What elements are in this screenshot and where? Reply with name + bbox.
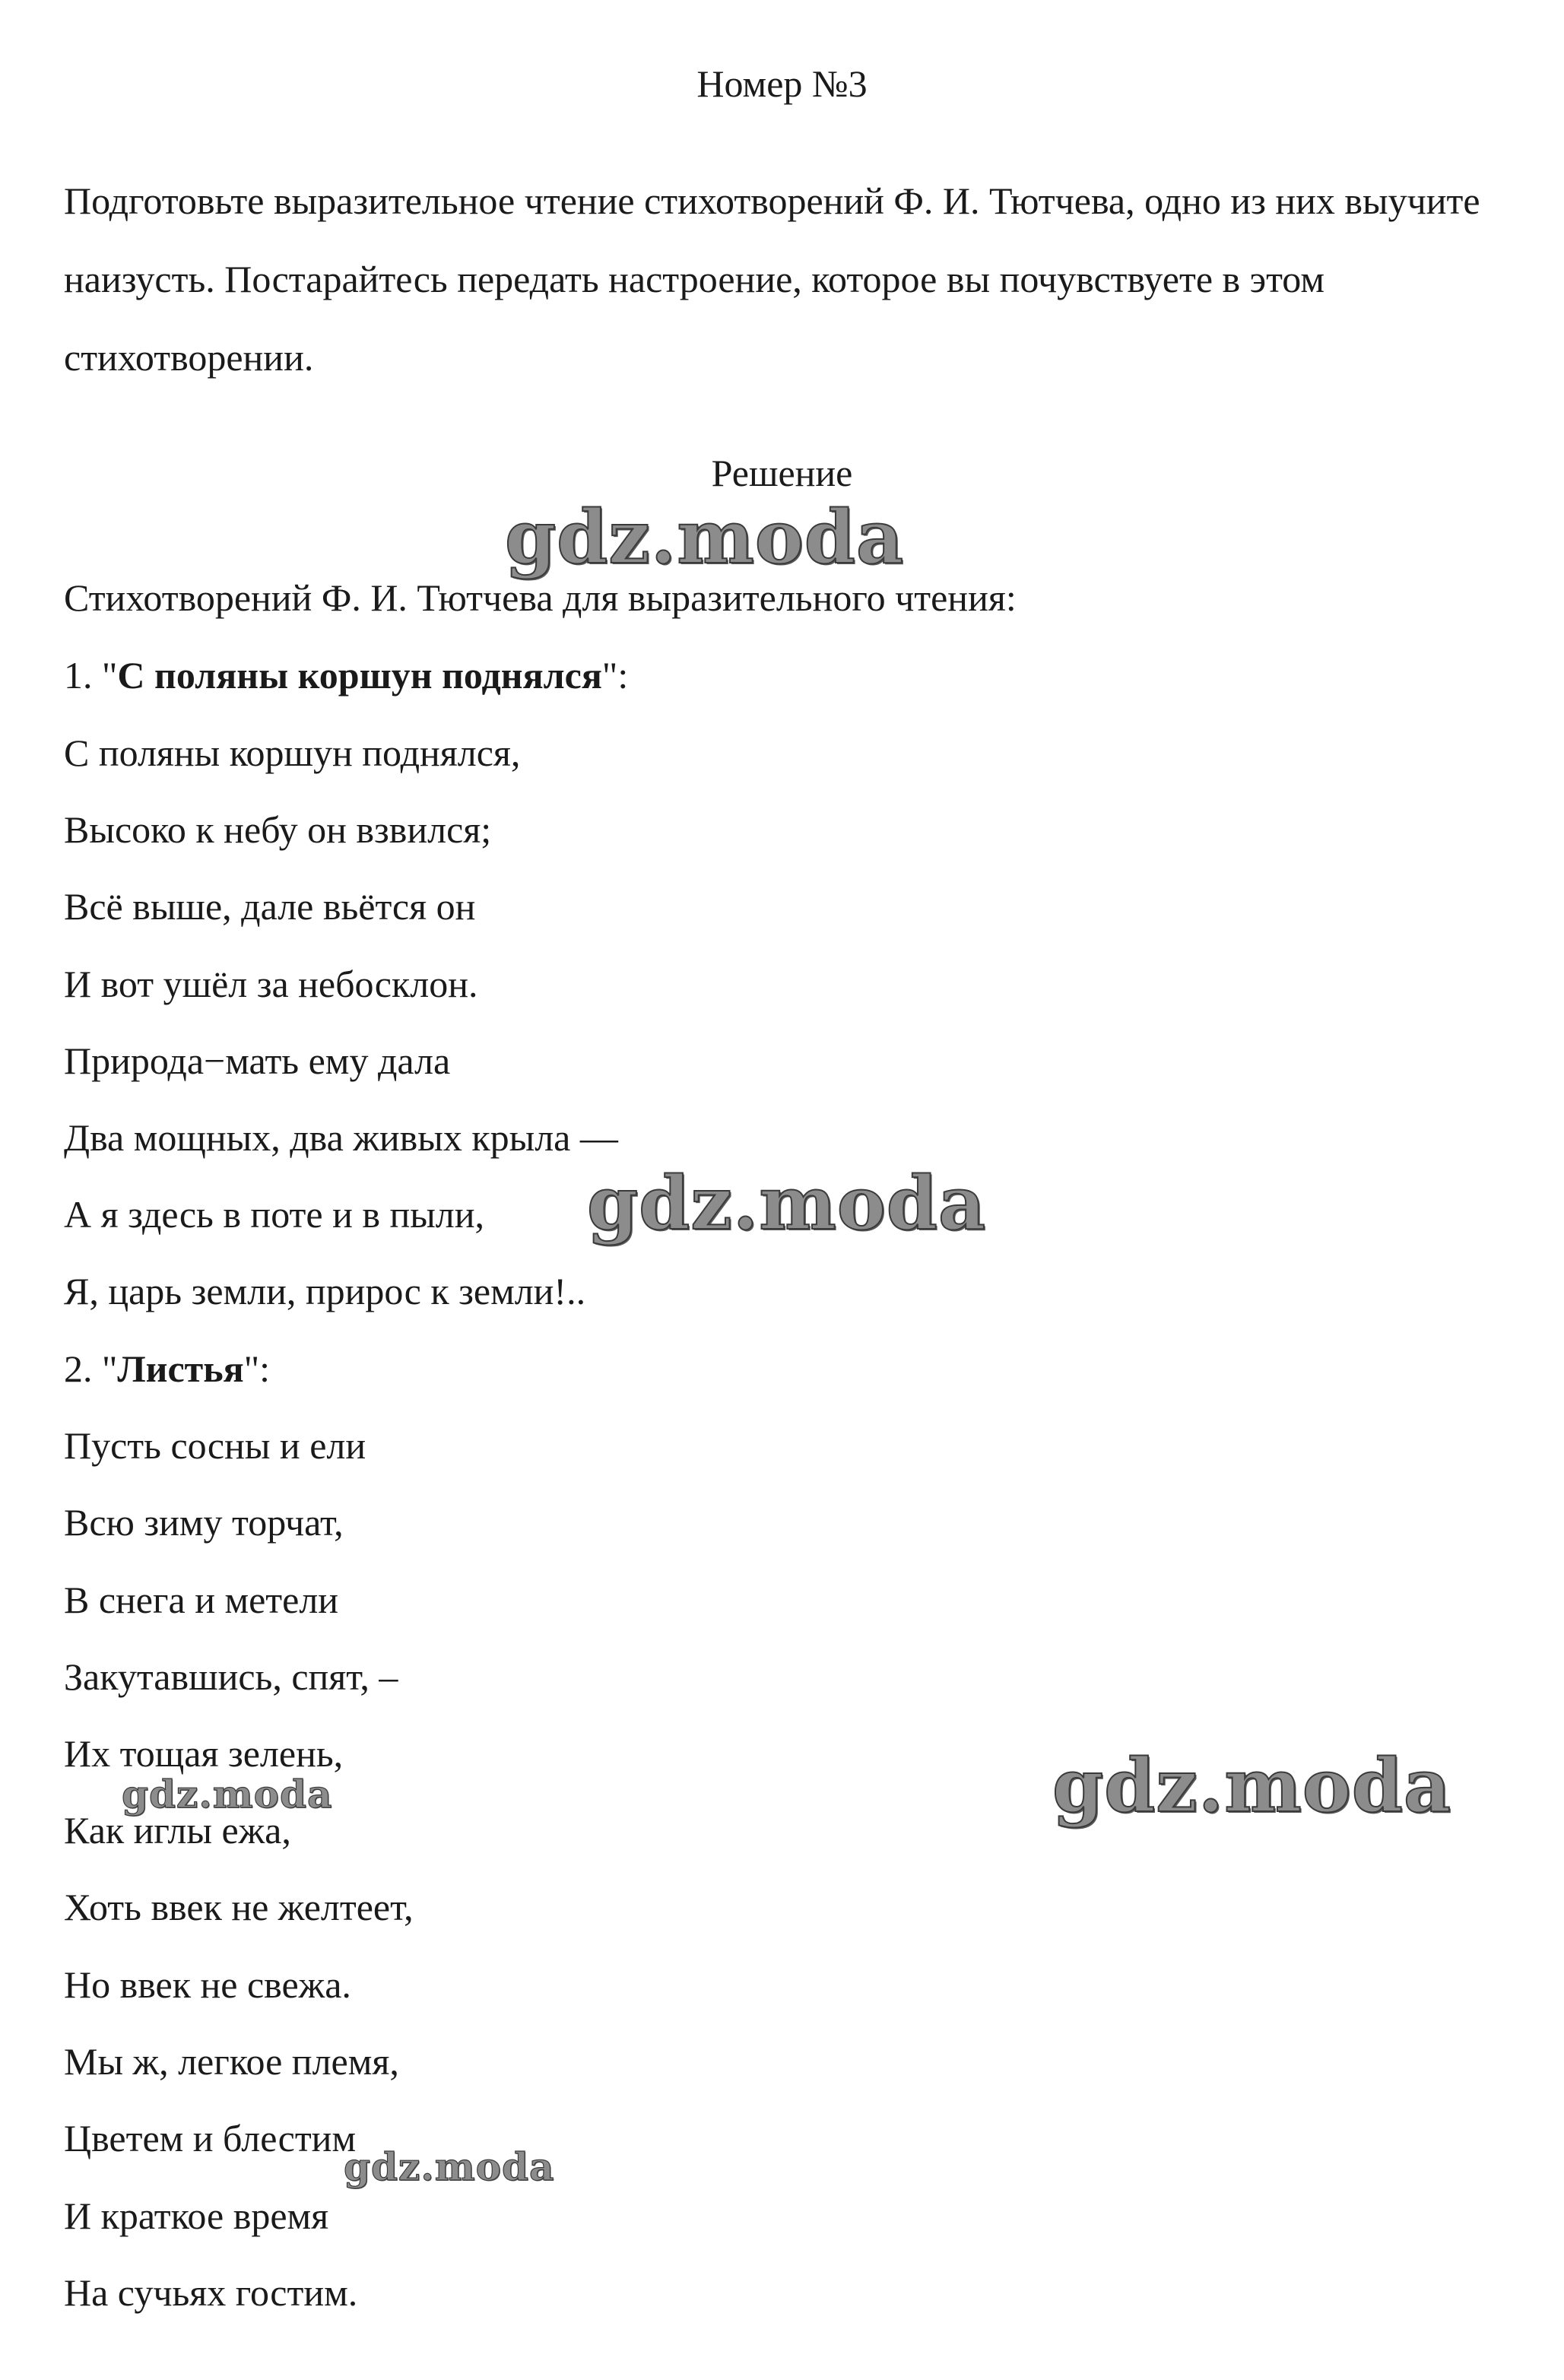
- poem1-line: Всё выше, дале вьётся он: [64, 885, 476, 928]
- watermark-logo: gdz.moda: [122, 1772, 333, 1817]
- poem1-title: С поляны коршун поднялся: [117, 654, 602, 697]
- poem2-line: Мы ж, легкое племя,: [64, 2040, 399, 2083]
- solution-heading: Решение: [711, 452, 853, 494]
- poem2-suffix: ":: [243, 1347, 271, 1390]
- poem2-line: Закутавшись, спят, –: [64, 1655, 398, 1698]
- poem2-line: Пусть сосны и ели: [64, 1424, 366, 1467]
- poem1-line: А я здесь в поте и в пыли,: [64, 1193, 485, 1236]
- poem2-title: Листья: [117, 1347, 244, 1390]
- poem2-line: Но ввек не свежа.: [64, 1963, 351, 2006]
- task-text: [64, 162, 1524, 397]
- watermark-logo: gdz.moda: [587, 1160, 987, 1246]
- task-paragraph: Подготовьте выразительное чтение стихотворений Ф. И. Тютчева, одно из них выучите наизусть. Постарайтесь передать настроение, которое вы почувствуете в этом стихотворении.: [64, 179, 1480, 379]
- page-title: Номер №3: [696, 62, 868, 105]
- poem1-line: Природа−мать ему дала: [64, 1039, 451, 1082]
- poem2-line: На сучьях гостим.: [64, 2271, 358, 2314]
- poem1-prefix: 1. ": [64, 654, 118, 697]
- poem1-line: Я, царь земли, прирос к земли!..: [64, 1270, 586, 1312]
- poem2-prefix: 2. ": [64, 1347, 118, 1390]
- poem1-line: Высоко к небу он взвился;: [64, 808, 492, 851]
- poem2-title-line: [64, 1346, 270, 1392]
- watermark-logo: gdz.moda: [1052, 1743, 1452, 1829]
- poem1-line: Два мощных, два живых крыла —: [64, 1116, 618, 1159]
- poem2-line: Цветем и блестим: [64, 2117, 357, 2159]
- poem2-line: Как иглы ежа,: [64, 1809, 291, 1852]
- poem1-suffix: ":: [601, 654, 629, 697]
- watermark-logo: gdz.moda: [505, 494, 905, 580]
- poem1-line: И вот ушёл за небосклон.: [64, 963, 478, 1005]
- poem1-title-line: [64, 652, 628, 698]
- poem1-line: С поляны коршун поднялся,: [64, 731, 521, 774]
- solution-intro: Стихотворений Ф. И. Тютчева для выразительного чтения:: [64, 576, 1017, 619]
- poem2-line: В снега и метели: [64, 1579, 339, 1621]
- poem2-line: Хоть ввек не желтеет,: [64, 1886, 414, 1928]
- poem2-line: Всю зиму торчат,: [64, 1501, 344, 1544]
- watermark-logo: gdz.moda: [344, 2144, 555, 2189]
- poem2-line: Их тощая зелень,: [64, 1732, 344, 1775]
- poem2-line: И краткое время: [64, 2194, 329, 2237]
